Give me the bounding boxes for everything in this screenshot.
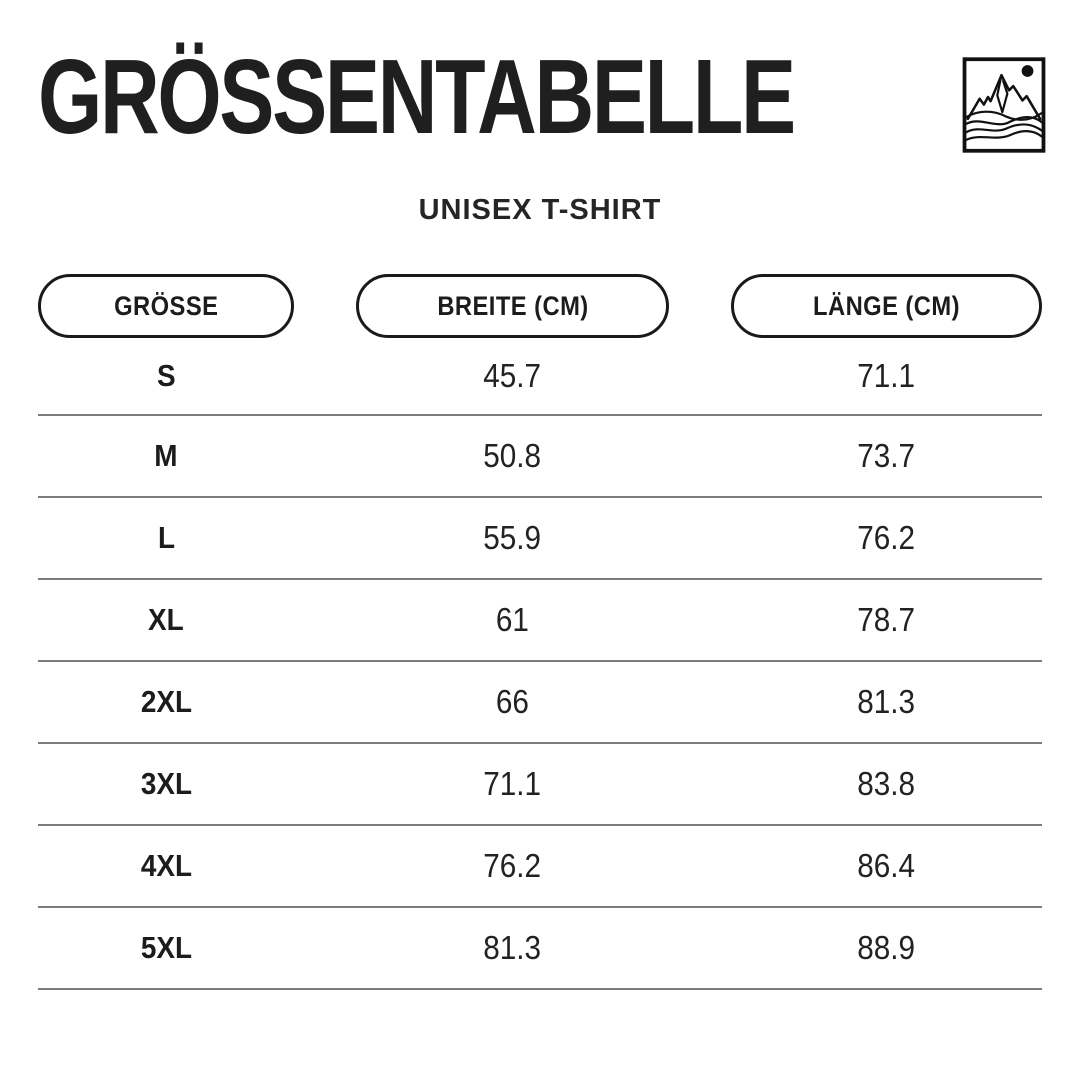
breite-cell: 45.7: [483, 357, 542, 394]
size-table-body: [38, 338, 1042, 990]
column-header-laenge: [731, 274, 1042, 338]
table-row-xl: [38, 580, 1042, 662]
breite-cell: 61: [495, 601, 530, 638]
breite-cell: 81.3: [483, 929, 542, 966]
brand-logo: [962, 56, 1046, 154]
column-header-groesse: [38, 274, 294, 338]
size-cell: 3XL: [140, 766, 192, 801]
laenge-cell: 78.7: [857, 601, 916, 638]
breite-cell: 71.1: [483, 765, 542, 802]
table-row-m: [38, 416, 1042, 498]
size-cell: L: [157, 520, 175, 555]
laenge-cell: 71.1: [857, 357, 916, 394]
laenge-cell: 81.3: [857, 683, 916, 720]
breite-cell: 76.2: [483, 847, 542, 884]
mountain-sun-waves-icon: [962, 56, 1046, 154]
table-row-2xl: [38, 662, 1042, 744]
size-cell: 2XL: [140, 684, 192, 719]
size-cell: 5XL: [140, 930, 192, 965]
header: [0, 0, 1080, 156]
laenge-cell: 83.8: [857, 765, 916, 802]
column-header-breite-label: BREITE (CM): [436, 290, 589, 321]
breite-cell: 66: [495, 683, 530, 720]
size-cell: M: [154, 438, 178, 473]
size-cell: XL: [148, 602, 184, 637]
table-row-3xl: [38, 744, 1042, 826]
laenge-cell: 86.4: [857, 847, 916, 884]
table-row-5xl: [38, 908, 1042, 990]
table-row-4xl: [38, 826, 1042, 908]
laenge-cell: 76.2: [857, 519, 916, 556]
table-row-s: [38, 338, 1042, 416]
laenge-cell: 88.9: [857, 929, 916, 966]
page-title: [38, 38, 1042, 156]
size-cell: S: [156, 358, 176, 393]
breite-cell: 55.9: [483, 519, 542, 556]
breite-cell: 50.8: [483, 437, 542, 474]
table-header-row: [38, 274, 1042, 338]
column-header-groesse-label: GRÖSSE: [113, 290, 219, 321]
column-header-breite: [356, 274, 669, 338]
product-subtitle: UNISEX T-SHIRT: [418, 194, 662, 226]
page-title-text: GRÖSSENTABELLE: [38, 38, 794, 156]
table-row-l: [38, 498, 1042, 580]
size-cell: 4XL: [140, 848, 192, 883]
laenge-cell: 73.7: [857, 437, 916, 474]
column-header-laenge-label: LÄNGE (CM): [813, 290, 960, 321]
